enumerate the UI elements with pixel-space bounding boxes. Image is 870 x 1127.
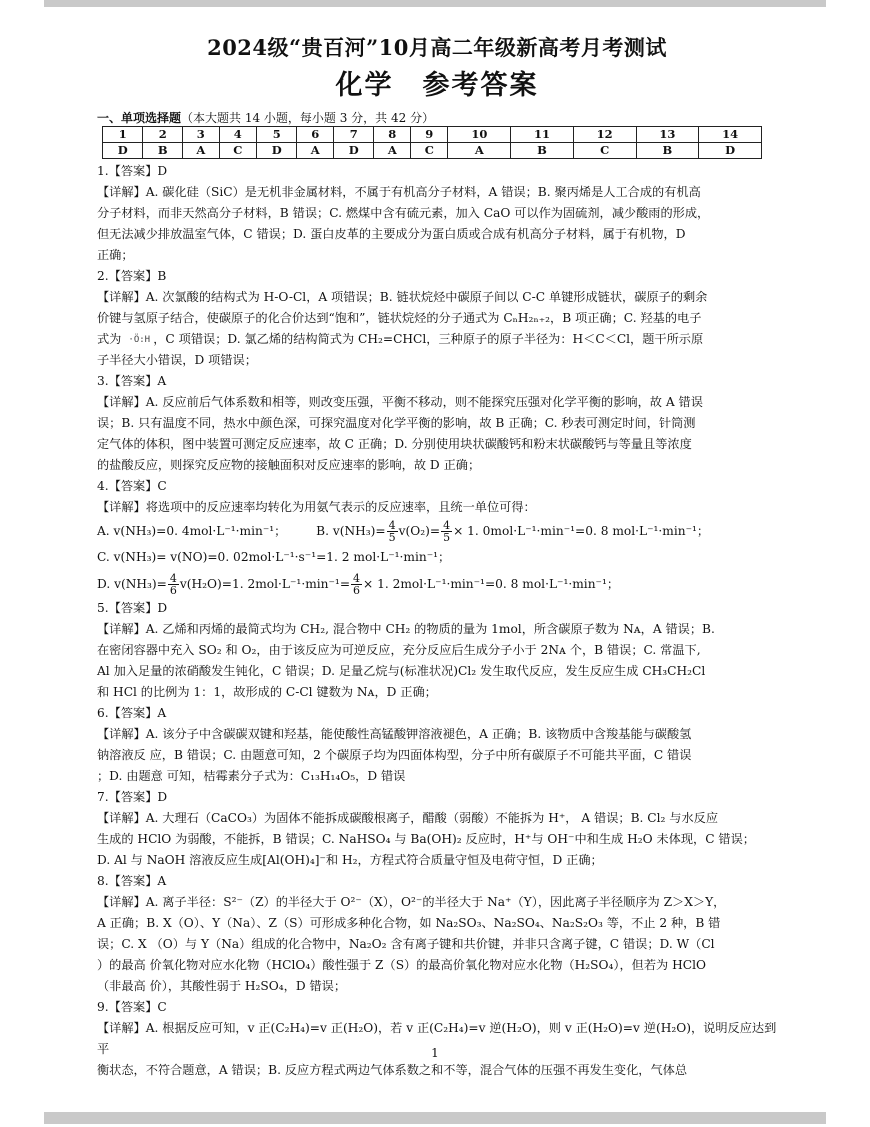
explanation-line: （非最高 价），其酸性弱于 H₂SO₄，D 错误； [97,979,347,993]
explanation-line: A 正确；B. X（O）、Y（Na）、Z（S）可形成多种化合物，如 Na₂SO₃、Na₂SO₄、Na₂S₂O₃ 等，不止 2 种，B 错 [97,916,721,930]
option-b-prefix: B. v(NH₃)= [316,524,386,538]
answer-cell: A [297,143,334,159]
question-answer-label: 9.【答案】C [97,1000,167,1014]
question-number-cell: 7 [334,127,374,143]
answer-cell: A [448,143,511,159]
fraction-denominator: 6 [353,584,361,597]
answer-table-answer-row [103,143,762,159]
answer-table [102,126,762,159]
explanation-line: 【详解】A. 乙烯和丙烯的最简式均为 CH₂, 混合物中 CH₂ 的物质的量为 1mol，所含碳原子数为 Nᴀ，A 错误；B. [97,622,715,636]
answer-key-title: 化学 参考答案 [335,70,539,101]
fraction [387,520,398,543]
explanation-line: 在密闭容器中充入 SO₂ 和 O₂，由于该反应为可逆反应，充分反应后生成分子小于 2Nᴀ 个，B 错误；C. 常温下, [97,643,701,657]
fraction [351,573,362,596]
answer-cell: D [334,143,374,159]
answer-cell: D [103,143,143,159]
explanation-line: 子半径大小错误，D 项错误； [97,353,257,367]
question-number-cell: 13 [636,127,699,143]
answer-cell: C [219,143,256,159]
section-title: 一、单项选择题 [97,111,182,125]
question-number-cell: 10 [448,127,511,143]
fraction-numerator: 4 [169,572,177,585]
fraction-denominator: 5 [443,531,451,544]
fraction-denominator: 5 [388,531,396,544]
question-answer-label: 8.【答案】A [97,874,167,888]
explanation-line: ；D. 由题意 可知，桔霉素分子式为：C₁₃H₁₄O₅，D 错误 [97,769,406,783]
hydroxyl-electron-formula-icon: ·Ö:H [128,334,151,345]
explanation-text: ，C 项错误；D. 氯乙烯的结构简式为 CH₂=CHCl，三种原子的原子半径为：H＜C＜Cl，题干所示原 [153,332,704,346]
fraction-numerator: 4 [388,519,396,532]
explanation-line: 正确； [97,248,134,262]
explanation-line: 分子材料，而非天然高分子材料，B 错误；C. 燃煤中含有硫元素，加入 CaO 可以作为固硫剂，减少酸雨的形成， [97,206,710,220]
fraction-numerator: 4 [353,572,361,585]
answer-table-number-row [103,127,762,143]
question-number-cell: 9 [411,127,448,143]
explanation-line: 价键与氢原子结合，使碳原子的化合价达到“饱和”，链状烷烃的分子通式为 CₙH₂ₙ₊₂，B 项正确；C. 羟基的电子 [97,311,702,325]
question-answer-label: 4.【答案】C [97,479,167,493]
option-d-prefix: D. v(NH₃)= [97,577,167,591]
question-number-cell: 6 [297,127,334,143]
bottom-edge-bar [44,1112,826,1124]
fraction [168,573,179,596]
fraction-numerator: 4 [443,519,451,532]
question-answer-label: 7.【答案】D [97,790,168,804]
question-number-cell: 2 [143,127,183,143]
page-number: 1 [431,1046,439,1060]
explanation-line: 的盐酸反应，则探究反应物的接触面积对反应速率的影响，故 D 正确； [97,458,481,472]
answer-cell: D [256,143,296,159]
option-d-suffix: × 1. 2mol·L⁻¹·min⁻¹=0. 8 mol·L⁻¹·min⁻¹； [363,577,620,591]
explanation-line: 【详解】A. 大理石（CaCO₃）为固体不能拆成碳酸根离子，醋酸（弱酸）不能拆为 H⁺， A 错误；B. Cl₂ 与水反应 [97,811,719,825]
explanation-line: 生成的 HClO 为弱酸，不能拆，B 错误；C. NaHSO₄ 与 Ba(OH)₂ 反应时，H⁺与 OH⁻中和生成 H₂O 未体现，C 错误； [97,832,755,846]
explanation-line: 【详解】A. 离子半径：S²⁻（Z）的半径大于 O²⁻（X），O²⁻的半径大于 Na⁺（Y），因此离子半径顺序为 Z＞X＞Y， [97,895,726,909]
exam-title: 2024级“贵百河”10月高二年级新高考月考测试 [207,35,667,60]
question-number-cell: 14 [699,127,762,143]
explanation-line: 【详解】A. 该分子中含碳碳双键和羟基，能使酸性高锰酸钾溶液褪色，A 正确；B. 该物质中含羧基能与碳酸氢 [97,727,692,741]
explanation-prefix: 式为 [97,332,122,346]
question-answer-label: 1.【答案】D [97,164,168,178]
question-answer-label: 2.【答案】B [97,269,167,283]
answer-cell: A [374,143,411,159]
question-number-cell: 11 [511,127,574,143]
answer-cell: C [411,143,448,159]
explanation-line: 定气体的体积，图中装置可测定反应速率，故 C 正确；D. 分别使用块状碳酸钙和粉末状碳酸钙与等量且等浓度 [97,437,692,451]
document-page [97,30,777,1081]
section-note: （本大题共 14 小题，每小题 3 分，共 42 分） [181,111,435,125]
explanation-line: 误；C. X （O）与 Y（Na）组成的化合物中，Na₂O₂ 含有离子键和共价键，并非只含离子键，C 错误；D. W（Cl [97,937,715,951]
question-answer-label: 3.【答案】A [97,374,167,388]
explanation-line: D. Al 与 NaOH 溶液反应生成[Al(OH)₄]⁻和 H₂，方程式符合质量守恒及电荷守恒，D 正确； [97,853,603,867]
question-answer-label: 6.【答案】A [97,706,167,720]
explanation-line [97,329,777,350]
option-c-line: C. v(NH₃)= v(NO)=0. 02mol·L⁻¹·s⁻¹=1. 2 mol·L⁻¹·min⁻¹； [97,550,451,564]
explanation-line: 【详解】A. 根据反应可知，v 正(C₂H₄)=v 正(H₂O)，若 v 正(C₂H₄)=v 逆(H₂O)，则 v 正(H₂O)=v 逆(H₂O)，说明反应达到平 [97,1021,777,1056]
answer-explanations [97,161,777,1081]
question-number-cell: 12 [573,127,636,143]
explanation-line: 和 HCl 的比例为 1：1，故形成的 C-Cl 键数为 Nᴀ，D 正确； [97,685,437,699]
fraction-denominator: 6 [169,584,177,597]
option-b-mid: v(O₂)= [398,524,441,538]
explanation-line: 误；B. 只有温度不同，热水中颜色深，可探究温度对化学平衡的影响，故 B 正确；C. 秒表可测定时间，针筒测 [97,416,696,430]
explanation-line: Al 加入足量的浓硝酸发生钝化，C 错误；D. 足量乙烷与(标准状况)Cl₂ 发生取代反应，发生反应生成 CH₃CH₂Cl [97,664,706,678]
explanation-line: 钠溶液反 应，B 错误；C. 由题意可知，2 个碳原子均为四面体构型，分子中所有碳原子不可能共平面，C 错误 [97,748,692,762]
answer-cell: C [573,143,636,159]
option-a: A. v(NH₃)=0. 4mol·L⁻¹·min⁻¹； [97,524,287,538]
option-d-mid: v(H₂O)=1. 2mol·L⁻¹·min⁻¹= [179,577,351,591]
question-answer-label: 5.【答案】D [97,601,168,615]
answer-cell: B [636,143,699,159]
answer-cell: A [182,143,219,159]
explanation-line: 【详解】A. 碳化硅（SiC）是无机非金属材料，不属于有机高分子材料，A 错误；B. 聚丙烯是人工合成的有机高 [97,185,701,199]
section-heading [97,110,777,126]
answer-cell: D [699,143,762,159]
explanation-line: 但无法减少排放温室气体，C 错误；D. 蛋白皮革的主要成分为蛋白质或合成有机高分子材料，属于有机物，D [97,227,686,241]
fraction [441,520,452,543]
explanation-line: 【详解】A. 反应前后气体系数和相等，则改变压强，平衡不移动，则不能探究压强对化学平衡的影响，故 A 错误 [97,395,703,409]
question-number-cell: 3 [182,127,219,143]
option-d-line [97,570,777,598]
explanation-line: ）的最高 价氧化物对应水化物（HClO₄）酸性强于 Z（S）的最高价氧化物对应水化物（H₂SO₄），但若为 HClO [97,958,706,972]
question-number-cell: 5 [256,127,296,143]
question-number-cell: 4 [219,127,256,143]
question-number-cell: 8 [374,127,411,143]
top-edge-bar [44,0,826,7]
answer-cell: B [143,143,183,159]
explanation-line: 衡状态，不符合题意，A 错误；B. 反应方程式两边气体系数之和不等，混合气体的压强不再发生变化，气体总 [97,1063,688,1077]
answer-cell: B [511,143,574,159]
option-ab-line [97,518,777,544]
option-b-suffix: × 1. 0mol·L⁻¹·min⁻¹=0. 8 mol·L⁻¹·min⁻¹； [453,524,710,538]
question-number-cell: 1 [103,127,143,143]
explanation-line: 【详解】将选项中的反应速率均转化为用氨气表示的反应速率，且统一单位可得： [97,500,536,514]
explanation-line: 【详解】A. 次氯酸的结构式为 H-O-Cl，A 项错误；B. 链状烷烃中碳原子间以 C-C 单键形成链状，碳原子的剩余 [97,290,708,304]
